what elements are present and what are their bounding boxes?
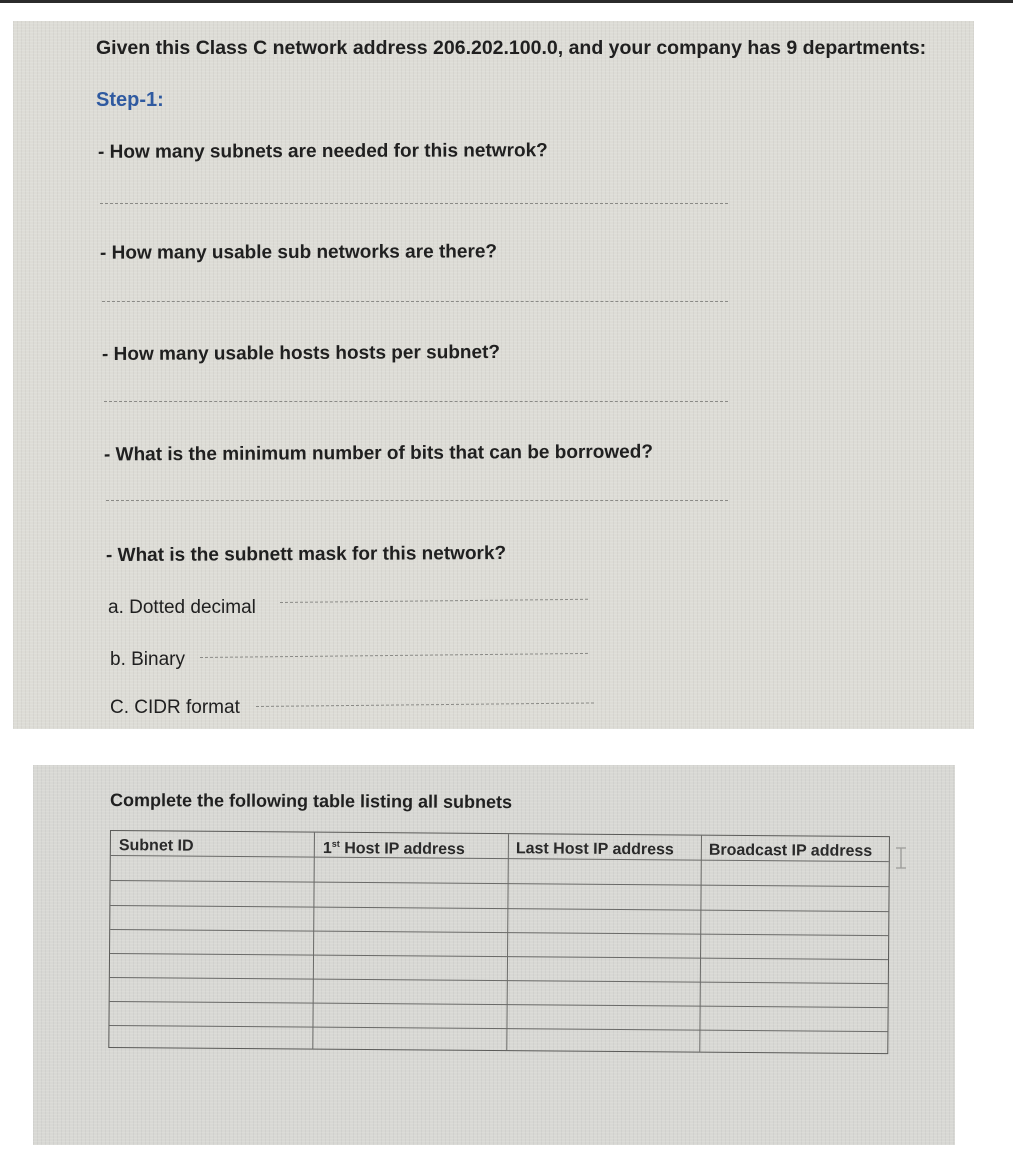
subnet-table: [108, 830, 890, 1054]
table-col-divider: [699, 836, 702, 1052]
table-col-divider: [312, 833, 315, 1049]
text-cursor-icon: [895, 847, 907, 869]
intro-text: Given this Class C network address 206.202.100.0, and your company has 9 departments:: [96, 37, 927, 59]
question-5: - What is the subnett mask for this network?: [105, 542, 507, 567]
question-3: - How many usable hosts hosts per subnet?: [101, 341, 501, 366]
table-row: [110, 929, 888, 936]
table-row: [110, 953, 888, 960]
table-title: Complete the following table listing all subnets: [109, 789, 513, 813]
header-last-host: Last Host IP address: [515, 840, 674, 859]
answer-line-1: [100, 203, 728, 204]
table-row: [109, 1025, 887, 1032]
mask-binary-label: b. Binary: [110, 649, 185, 670]
header-subnet-id: Subnet ID: [118, 837, 194, 855]
question-2: - How many usable sub networks are there?: [99, 241, 498, 264]
answer-line-3: [104, 401, 728, 402]
answer-line-2: [102, 301, 728, 302]
question-1: - How many subnets are needed for this netwrok?: [97, 140, 548, 163]
header-first-host: 1st Host IP address: [322, 838, 465, 859]
header-broadcast: Broadcast IP address: [708, 841, 873, 860]
table-row: [110, 1001, 888, 1008]
worksheet-photo-questions: [13, 21, 974, 729]
table-row: [110, 905, 888, 912]
window-top-border: [0, 0, 1013, 3]
answer-line-4: [106, 500, 728, 501]
question-4: - What is the minimum number of bits that can be borrowed?: [103, 441, 653, 466]
table-col-divider: [506, 834, 509, 1050]
mask-cidr-label: C. CIDR format: [110, 697, 240, 718]
mask-dotted-decimal-label: a. Dotted decimal: [108, 597, 256, 618]
table-row: [111, 880, 889, 887]
table-row: [110, 977, 888, 984]
step-label: Step-1:: [96, 89, 164, 111]
